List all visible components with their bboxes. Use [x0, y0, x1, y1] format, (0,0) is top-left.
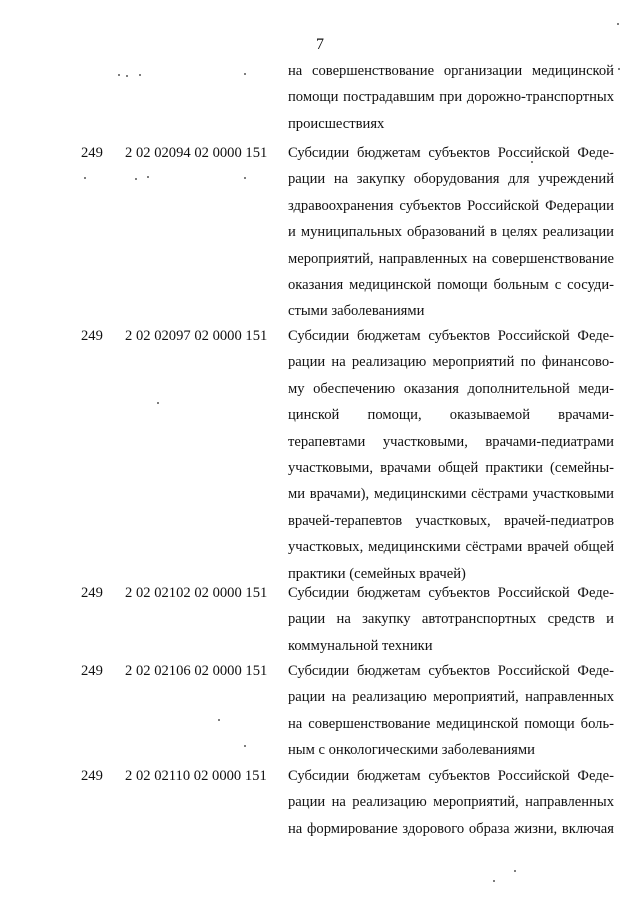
scan-speck	[514, 870, 516, 872]
text-line: помощи пострадавшим при дорожно-транспортных	[288, 89, 614, 106]
page-number: 7	[316, 36, 324, 53]
text-line: Субсидии бюджетам субъектов Российской Феде-	[288, 328, 614, 344]
scan-speck	[244, 177, 246, 179]
text-line: ным с онкологическими заболеваниями	[288, 742, 535, 759]
income-description	[288, 658, 614, 764]
text-line: ми врачами), медицинскими сёстрами участковыми	[288, 486, 614, 503]
text-line: участковыми, врачами общей практики (семейны-	[288, 460, 614, 477]
text-line: рации на закупку автотранспортных средств и	[288, 611, 614, 628]
text-line: му обеспечению оказания дополнительной меди-	[288, 380, 614, 397]
admin-code: 249	[81, 145, 103, 161]
text-line: оказания медицинской помощи больным с сосуди-	[288, 277, 614, 294]
text-line: рации на реализацию мероприятий, направленных	[288, 689, 614, 706]
scan-speck	[139, 74, 141, 76]
scan-speck	[493, 880, 495, 882]
text-line: участковых, медицинскими сёстрами врачей общей	[288, 539, 614, 556]
text-line: практики (семейных врачей)	[288, 565, 466, 582]
budget-classification-code: 2 02 02106 02 0000 151	[125, 663, 268, 679]
income-description	[288, 323, 614, 587]
scan-speck	[84, 177, 86, 179]
text-line: Субсидии бюджетам субъектов Российской Феде-	[288, 663, 614, 679]
admin-code: 249	[81, 663, 103, 679]
income-description	[288, 140, 614, 325]
budget-classification-code: 2 02 02110 02 0000 151	[125, 768, 267, 784]
scan-speck	[617, 23, 619, 25]
text-line: цинской помощи, оказываемой врачами-	[288, 407, 614, 424]
text-line: коммунальной техники	[288, 637, 433, 654]
text-line: и муниципальных образований в целях реализации	[288, 224, 614, 241]
scan-speck	[147, 176, 149, 178]
text-line: врачей-терапевтов участковых, врачей-педиатров	[288, 512, 614, 529]
scan-speck	[618, 68, 620, 70]
admin-code: 249	[81, 328, 103, 344]
text-line: здравоохранения субъектов Российской Федерации	[288, 197, 614, 214]
budget-classification-code: 2 02 02097 02 0000 151	[125, 328, 268, 344]
budget-classification-code: 2 02 02102 02 0000 151	[125, 585, 268, 601]
scan-speck	[244, 73, 246, 75]
text-line: стыми заболеваниями	[288, 303, 425, 320]
text-line: на совершенствование организации медицинской	[288, 63, 614, 79]
text-line: Субсидии бюджетам субъектов Российской Феде-	[288, 768, 614, 784]
text-line: на формирование здорового образа жизни, включая	[288, 820, 614, 837]
scan-speck	[118, 74, 120, 76]
text-line: мероприятий, направленных на совершенствование	[288, 250, 614, 267]
budget-classification-code: 2 02 02094 02 0000 151	[125, 145, 268, 161]
text-line: рации на реализацию мероприятий, направленных	[288, 794, 614, 811]
income-description	[288, 580, 614, 659]
scan-speck	[218, 719, 220, 721]
text-line: на совершенствование медицинской помощи боль-	[288, 715, 614, 732]
scan-speck	[157, 402, 159, 404]
text-line: терапевтами участковыми, врачами-педиатрами	[288, 433, 614, 450]
scan-speck	[531, 161, 533, 163]
admin-code: 249	[81, 768, 103, 784]
text-line: происшествиях	[288, 115, 385, 132]
text-line: рации на реализацию мероприятий по финансово-	[288, 354, 614, 371]
admin-code: 249	[81, 585, 103, 601]
text-line: рации на закупку оборудования для учреждений	[288, 171, 614, 188]
scan-speck	[244, 745, 246, 747]
text-line: Субсидии бюджетам субъектов Российской Феде-	[288, 145, 614, 161]
scan-speck	[135, 178, 137, 180]
scan-speck	[126, 75, 128, 77]
income-description	[288, 763, 614, 842]
continued-description	[288, 58, 614, 137]
text-line: Субсидии бюджетам субъектов Российской Феде-	[288, 585, 614, 601]
